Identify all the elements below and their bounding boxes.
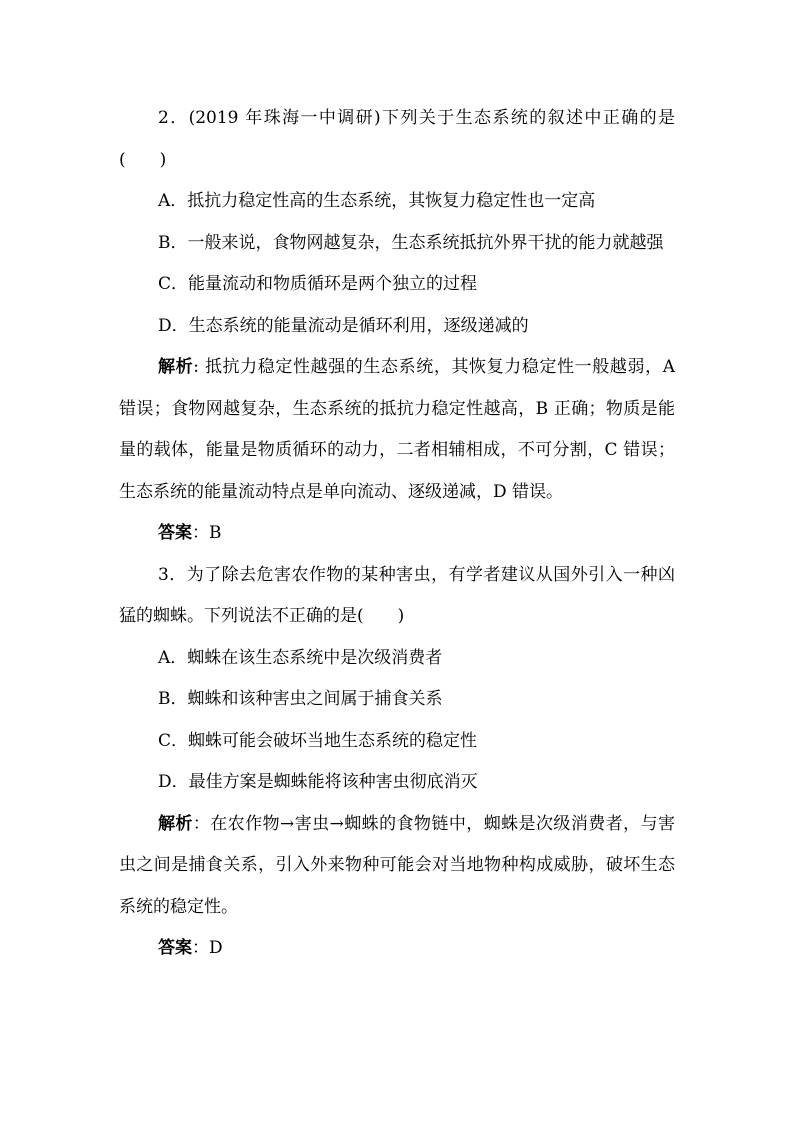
question-3-stem: 3．为了除去危害农作物的某种害虫，有学者建议从国外引入一种凶猛的蜘蛛。下列说法不正确的是( ) bbox=[119, 564, 675, 626]
question-2-option-c: C．能量流动和物质循环是两个独立的过程 bbox=[158, 274, 478, 294]
question-3-option-c: C．蜘蛛可能会破坏当地生态系统的稳定性 bbox=[158, 730, 478, 751]
question-2-analysis bbox=[119, 347, 675, 513]
question-3-analysis bbox=[119, 804, 675, 929]
question-2-option-d: D．生态系统的能量流动是循环利用，逐级递减的 bbox=[158, 315, 529, 336]
analysis-text: ：在农作物→害虫→蜘蛛的食物链中，蜘蛛是次级消费者，与害虫之间是捕食关系，引入外来物种可能会对当地物种构成威胁，破坏生态系统的稳定性。 bbox=[119, 813, 676, 917]
answer-label: 答案 bbox=[158, 938, 192, 958]
question-3-answer bbox=[119, 928, 675, 970]
question-2-stem: 2．(2019 年珠海一中调研)下列关于生态系统的叙述中正确的是( ) bbox=[119, 108, 675, 170]
question-2-option-b: B．一般来说，食物网越复杂，生态系统抵抗外界干扰的能力就越强 bbox=[158, 232, 664, 253]
question-3-option-b: B．蜘蛛和该种害虫之间属于捕食关系 bbox=[158, 689, 443, 709]
answer-label: 答案 bbox=[158, 523, 192, 543]
analysis-label: 解析 bbox=[158, 357, 194, 377]
question-3-option-d: D．最佳方案是蜘蛛能将该种害虫彻底消灭 bbox=[158, 772, 478, 792]
question-3-option-a: A．蜘蛛在该生态系统中是次级消费者 bbox=[158, 647, 443, 668]
question-2-answer bbox=[119, 513, 675, 555]
document-page bbox=[119, 98, 675, 970]
answer-value: ：B bbox=[192, 523, 222, 543]
question-2-option-a: A．抵抗力稳定性高的生态系统，其恢复力稳定性也一定高 bbox=[158, 191, 596, 211]
analysis-label: 解析 bbox=[158, 813, 193, 834]
answer-value: ：D bbox=[192, 938, 223, 958]
analysis-text: : 抵抗力稳定性越强的生态系统，其恢复力稳定性一般越弱，A 错误；食物网越复杂，生态系统的抵抗力稳定性越高，B 正确；物质是能量的载体，能量是物质循环的动力，二者相辅相成，不可分割，C 错误；生态系统的能量流动特点是单向流动、逐级递减，D 错误。 bbox=[119, 357, 675, 502]
